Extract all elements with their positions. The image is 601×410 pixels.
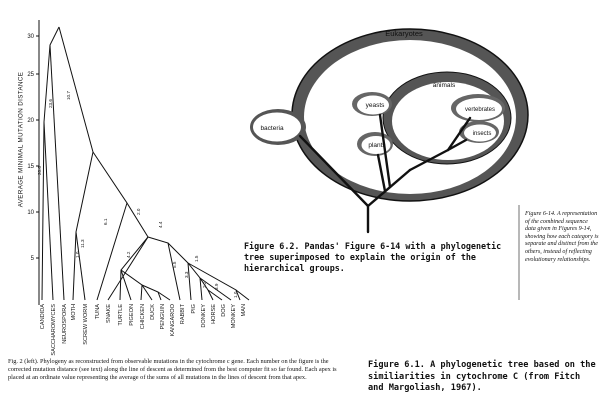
- taxon-label: RABBIT: [180, 304, 186, 325]
- taxon-label: SACCHAROMYCES: [51, 304, 57, 356]
- fig6-14-caption: Figure 6-14. A representation of the combined sequence data given in Figures 9-14, showing how each category is separate and distinct from the others, instead of reflecting evolutionary relationships.: [525, 211, 599, 263]
- branch-neurospora: [50, 45, 64, 300]
- branch-number: 3.9: [214, 283, 219, 290]
- branch-number: 2.2: [202, 281, 207, 288]
- taxon-label: HORSE: [211, 304, 217, 324]
- branch-number: 1.5: [194, 255, 199, 262]
- taxon-label: DOG: [221, 304, 227, 317]
- phylogeny-tree: [36, 20, 249, 305]
- taxon-label: CHICKEN: [140, 304, 146, 330]
- taxon-label: PIGEON: [129, 304, 135, 326]
- branch-number: 11.3: [80, 239, 85, 248]
- y-tick-label: 30: [27, 34, 34, 40]
- branch-placental: [168, 243, 191, 300]
- branch-number: 1.0: [75, 251, 80, 258]
- branch-number: 20.6: [37, 166, 42, 175]
- y-tick-label: 25: [27, 72, 34, 78]
- y-tick-label: 15: [27, 164, 34, 170]
- branch-number: 2.0: [136, 208, 141, 215]
- fig6-2-caption: Figure 6.2. Pandas' Figure 6-14 with a phylogenetic tree superimposed to explain the origin of the hierarchical groups.: [244, 241, 502, 273]
- vertebrates-label: vertebrates: [464, 107, 496, 113]
- taxon-label: MOTH: [71, 304, 77, 321]
- taxon-label: TUNA: [95, 304, 101, 320]
- taxon-label: SCREW WORM: [83, 304, 89, 345]
- taxon-label: MONKEY: [231, 304, 237, 329]
- fig2-caption: Fig. 2 (left). Phylogeny as reconstructed from observable mutations in the cytochrome c gene. Each number on the figure is the corrected mutation distance (see text) along the line of descent as determined from the best computer fit so far found. Each apex is placed at an ordinate value representing the average of the sums of all mutations in the lines of descent from that apex.: [8, 358, 337, 382]
- plants-label: plants: [368, 142, 386, 149]
- taxon-label: MAN: [241, 304, 247, 317]
- eukaryotes-label: Eukaryotes: [385, 29, 423, 38]
- taxon-label: SNAKE: [106, 304, 112, 323]
- taxon-label: DUCK: [150, 304, 156, 320]
- branch-number: 6.1: [103, 218, 108, 225]
- taxon-label: KANGAROO: [170, 304, 176, 337]
- y-axis-label: AVERAGE MINIMAL MUTATION DISTANCE: [17, 71, 25, 208]
- branch-number: 4.2: [126, 251, 131, 258]
- y-tick-label: 20: [27, 118, 34, 124]
- branch-number: 5.5: [172, 261, 177, 268]
- branch-number: 4.4: [158, 221, 163, 228]
- branch-sacch: [44, 122, 53, 300]
- branch-turtle: [121, 270, 131, 300]
- fig6-1-caption: Figure 6.1. A phylogenetic tree based on the similiarities in cytochrome C (from Fitch and Margoliash, 1967).: [368, 360, 596, 393]
- taxon-label: DONKEY: [201, 304, 207, 328]
- branch-root-animals: [59, 27, 93, 300]
- yeasts-label: yeasts: [365, 102, 385, 109]
- bacteria-label: bacteria: [260, 125, 284, 132]
- taxon-label: PIG: [191, 304, 197, 314]
- taxon-label: CANDIDA: [40, 304, 46, 330]
- eukaryotes-diagram: [250, 29, 528, 232]
- branch-amniote: [120, 237, 148, 300]
- branch-number: 1.0: [233, 291, 238, 298]
- taxon-label: PENGUIN: [160, 304, 166, 330]
- y-tick-label: 10: [27, 210, 34, 216]
- branch-number: 10.7: [66, 91, 71, 100]
- y-tick-label: 5: [30, 256, 34, 262]
- insects-label: insects: [472, 131, 492, 137]
- branch-number: 3.3: [184, 271, 189, 278]
- taxon-label: NEUROSPORA: [62, 304, 68, 344]
- branch-number: 23.6: [48, 99, 53, 108]
- animals-label: animals: [432, 82, 456, 89]
- taxon-label: TURTLE: [118, 304, 124, 326]
